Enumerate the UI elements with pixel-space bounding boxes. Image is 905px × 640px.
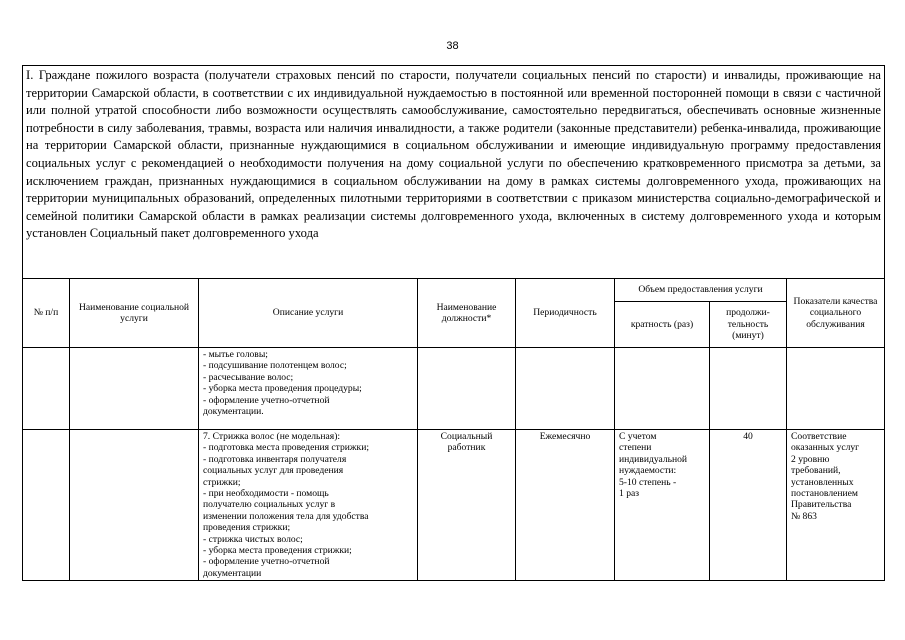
row1-duration	[710, 348, 787, 430]
header-row-1	[23, 279, 885, 302]
row1-service-name	[70, 348, 199, 430]
row2-position: Социальный работник	[418, 430, 516, 581]
row1-frequency	[516, 348, 615, 430]
section-heading: I. Граждане пожилого возраста (получатели страховых пенсий по старости, получатели социальных пенсий по старости) и инвалиды, проживающие на территории Самарской области, в соответствии с их индивидуальной нуждаемостью в постоянной или временной посторонней помощи в связи с частичной или полной утратой способности либо возможности осуществлять самообслуживание, самостоятельно передвигаться, обеспечивать основные жизненные потребности в силу заболевания, травмы, возраста или наличия инвалидности, а также родители (законные представители) ребенка-инвалида, проживающие на территории Самарской области, признанные нуждающимися в социальном обслуживании и имеющие индивидуальную программу предоставления социальных услуг с рекомендацией о необходимости получения на дому социальной услуги по обеспечению кратковременного присмотра за детьми, за исключением граждан, признанных нуждающимися в социальном обслуживании на дому в рамках системы долговременного ухода, проживающих на территории муниципальных образований, определенных пилотными территориями в соответствии с приказом министерства социально-демографической и семейной политики Самарской области в рамках реализации системы долговременного ухода, включенных в систему долговременного ухода и которым установлен Социальный пакет долговременного ухода	[23, 66, 885, 279]
table-row	[23, 430, 885, 581]
section-heading-row	[23, 66, 885, 279]
row2-quality: Соответствие оказанных услуг 2 уровню требований, установленных постановлением Правительства № 863	[787, 430, 885, 581]
header-multiplicity: кратность (раз)	[615, 302, 710, 348]
page-number: 38	[446, 40, 459, 52]
row2-multiplicity: С учетом степени индивидуальной нуждаемости: 5-10 степень - 1 раз	[615, 430, 710, 581]
services-table	[22, 65, 885, 581]
row2-frequency: Ежемесячно	[516, 430, 615, 581]
header-quality: Показатели качества социального обслуживания	[787, 279, 885, 348]
row1-quality	[787, 348, 885, 430]
header-position: Наименование должности*	[418, 279, 516, 348]
row1-multiplicity	[615, 348, 710, 430]
header-description: Описание услуги	[199, 279, 418, 348]
header-frequency: Периодичность	[516, 279, 615, 348]
header-service-name: Наименование социальной услуги	[70, 279, 199, 348]
header-volume-group: Объем предоставления услуги	[615, 279, 787, 302]
row2-description: 7. Стрижка волос (не модельная): - подготовка места проведения стрижки; - подготовка инвентаря получателя социальных услуг для проведения стрижки; - при необходимости - помощь получателю социальных услуг в изменении положения тела для удобства проведения стрижки; - стрижка чистых волос; - уборка места проведения стрижки; - оформление учетно-отчетной документации	[199, 430, 418, 581]
row1-num	[23, 348, 70, 430]
table-row	[23, 348, 885, 430]
row1-position	[418, 348, 516, 430]
header-num: № п/п	[23, 279, 70, 348]
header-duration: продолжи-тельность (минут)	[710, 302, 787, 348]
row2-num	[23, 430, 70, 581]
row2-service-name	[70, 430, 199, 581]
row2-duration: 40	[710, 430, 787, 581]
row1-description: - мытье головы; - подсушивание полотенцем волос; - расчесывание волос; - уборка места проведения процедуры; - оформление учетно-отчетной документации.	[199, 348, 418, 430]
